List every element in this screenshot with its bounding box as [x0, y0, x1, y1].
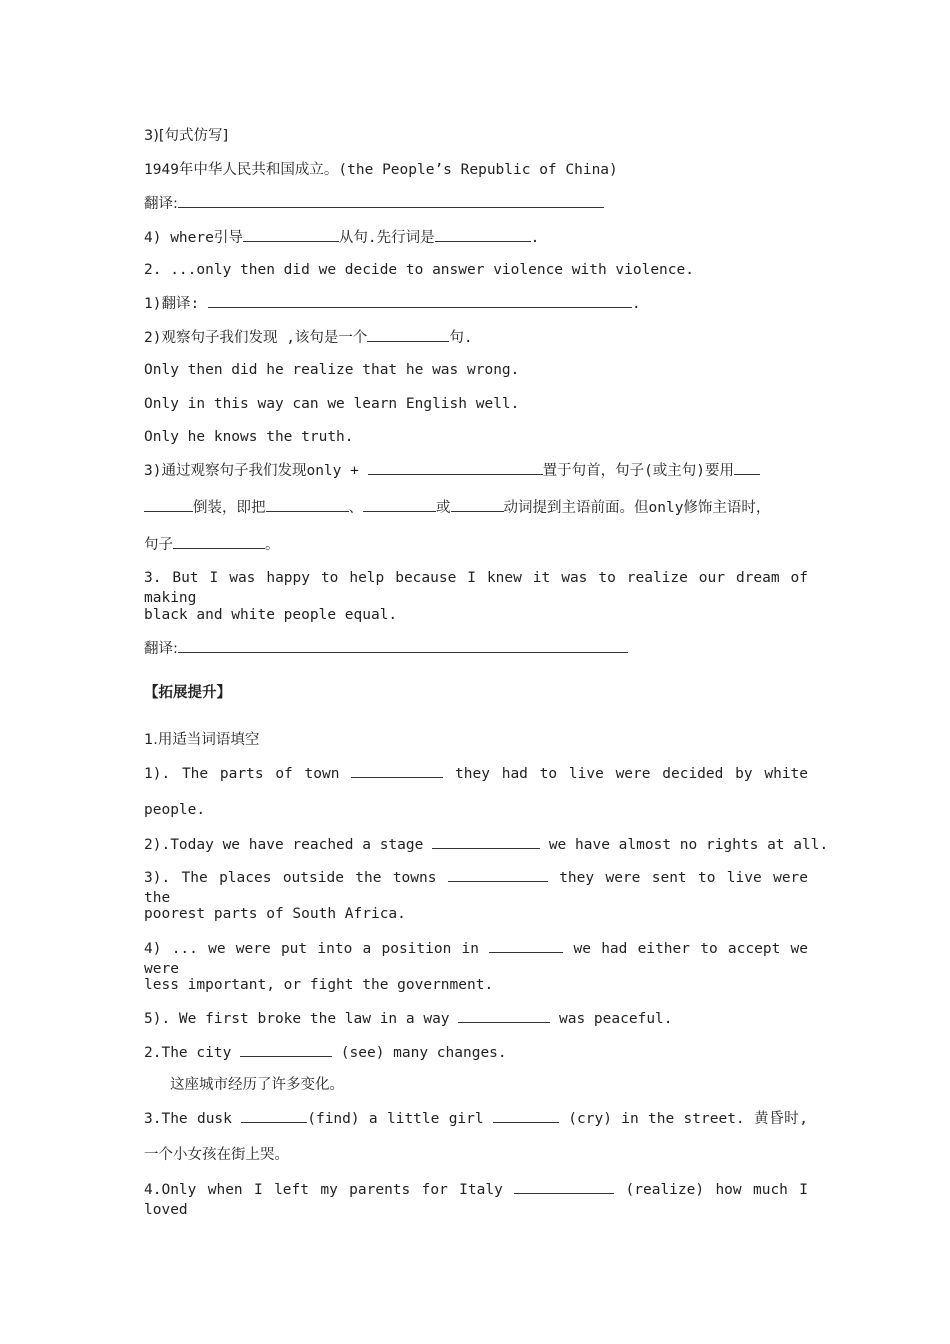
exercise-item: 4) ... we were put into a position in we had either to accept we were — [144, 938, 808, 979]
translation-line: 翻译: — [144, 638, 628, 659]
translation-line: 1)翻译: . — [144, 293, 641, 314]
answer-blank[interactable] — [432, 834, 540, 849]
answer-blank[interactable] — [144, 497, 193, 512]
answer-blank[interactable] — [243, 227, 339, 242]
answer-blank[interactable] — [458, 1008, 550, 1023]
prompt-line: 1949年中华人民共和国成立。(the People’s Republic of China) — [144, 162, 618, 178]
exercise-item: 2.The city (see) many changes. — [144, 1042, 507, 1063]
question-line: 倒装，即把 、 或 动词提到主语前面。但only修饰主语时， — [144, 497, 770, 518]
section-heading: 【拓展提升】 — [144, 685, 231, 701]
question-line: 2)观察句子我们发现 ,该句是一个 句. — [144, 327, 473, 348]
answer-blank[interactable] — [351, 763, 443, 778]
exercise-item: 3). The places outside the towns they were sent to live were the — [144, 867, 808, 908]
exercise-item: 4.Only when I left my parents for Italy (realize) how much I loved — [144, 1179, 808, 1220]
answer-blank[interactable] — [451, 497, 504, 512]
subsection-title: 3)[句式仿写] — [144, 128, 229, 144]
example-sentence: Only then did he realize that he was wrong. — [144, 362, 520, 378]
answer-blank[interactable] — [178, 193, 604, 208]
answer-blank[interactable] — [368, 460, 543, 475]
answer-blank[interactable] — [734, 460, 760, 475]
sentence-line: black and white people equal. — [144, 607, 398, 623]
exercise-item: 1). The parts of town they had to live were decided by white — [144, 763, 808, 784]
question-line: 4) where引导 从句.先行词是 . — [144, 227, 539, 248]
sentence-line: 2. ...only then did we decide to answer violence with violence. — [144, 262, 694, 278]
answer-blank[interactable] — [514, 1179, 614, 1194]
answer-blank[interactable] — [435, 227, 531, 242]
answer-blank[interactable] — [363, 497, 436, 512]
answer-blank[interactable] — [208, 293, 632, 308]
answer-blank[interactable] — [173, 534, 265, 549]
translation-line: 翻译: — [144, 193, 604, 214]
exercise-item: people. — [144, 802, 206, 818]
answer-blank[interactable] — [489, 938, 563, 953]
answer-blank[interactable] — [241, 1108, 307, 1123]
example-sentence: Only in this way can we learn English well. — [144, 396, 520, 412]
example-sentence: Only he knows the truth. — [144, 429, 354, 445]
translation-hint: 一个小女孩在街上哭。 — [144, 1147, 289, 1163]
answer-blank[interactable] — [240, 1042, 332, 1057]
answer-blank[interactable] — [493, 1108, 559, 1123]
sentence-line: 3. But I was happy to help because I knew it was to realize our dream of making — [144, 570, 808, 606]
question-line: 3)通过观察句子我们发现only + 置于句首，句子(或主句)要用 — [144, 460, 760, 481]
exercise-item: poorest parts of South Africa. — [144, 906, 406, 922]
question-line: 句子 。 — [144, 534, 280, 555]
answer-blank[interactable] — [178, 638, 628, 653]
translation-hint: 这座城市经历了许多变化。 — [170, 1077, 344, 1093]
exercise-item: 5). We first broke the law in a way was peaceful. — [144, 1008, 673, 1029]
answer-blank[interactable] — [448, 867, 548, 882]
exercise-item: 2).Today we have reached a stage we have almost no rights at all. — [144, 834, 828, 855]
answer-blank[interactable] — [266, 497, 349, 512]
exercise-item: less important, or fight the government. — [144, 977, 494, 993]
exercise-title: 1.用适当词语填空 — [144, 732, 260, 748]
answer-blank[interactable] — [367, 327, 449, 342]
exercise-item: 3.The dusk (find) a little girl (cry) in the street. 黄昏时, — [144, 1108, 808, 1129]
